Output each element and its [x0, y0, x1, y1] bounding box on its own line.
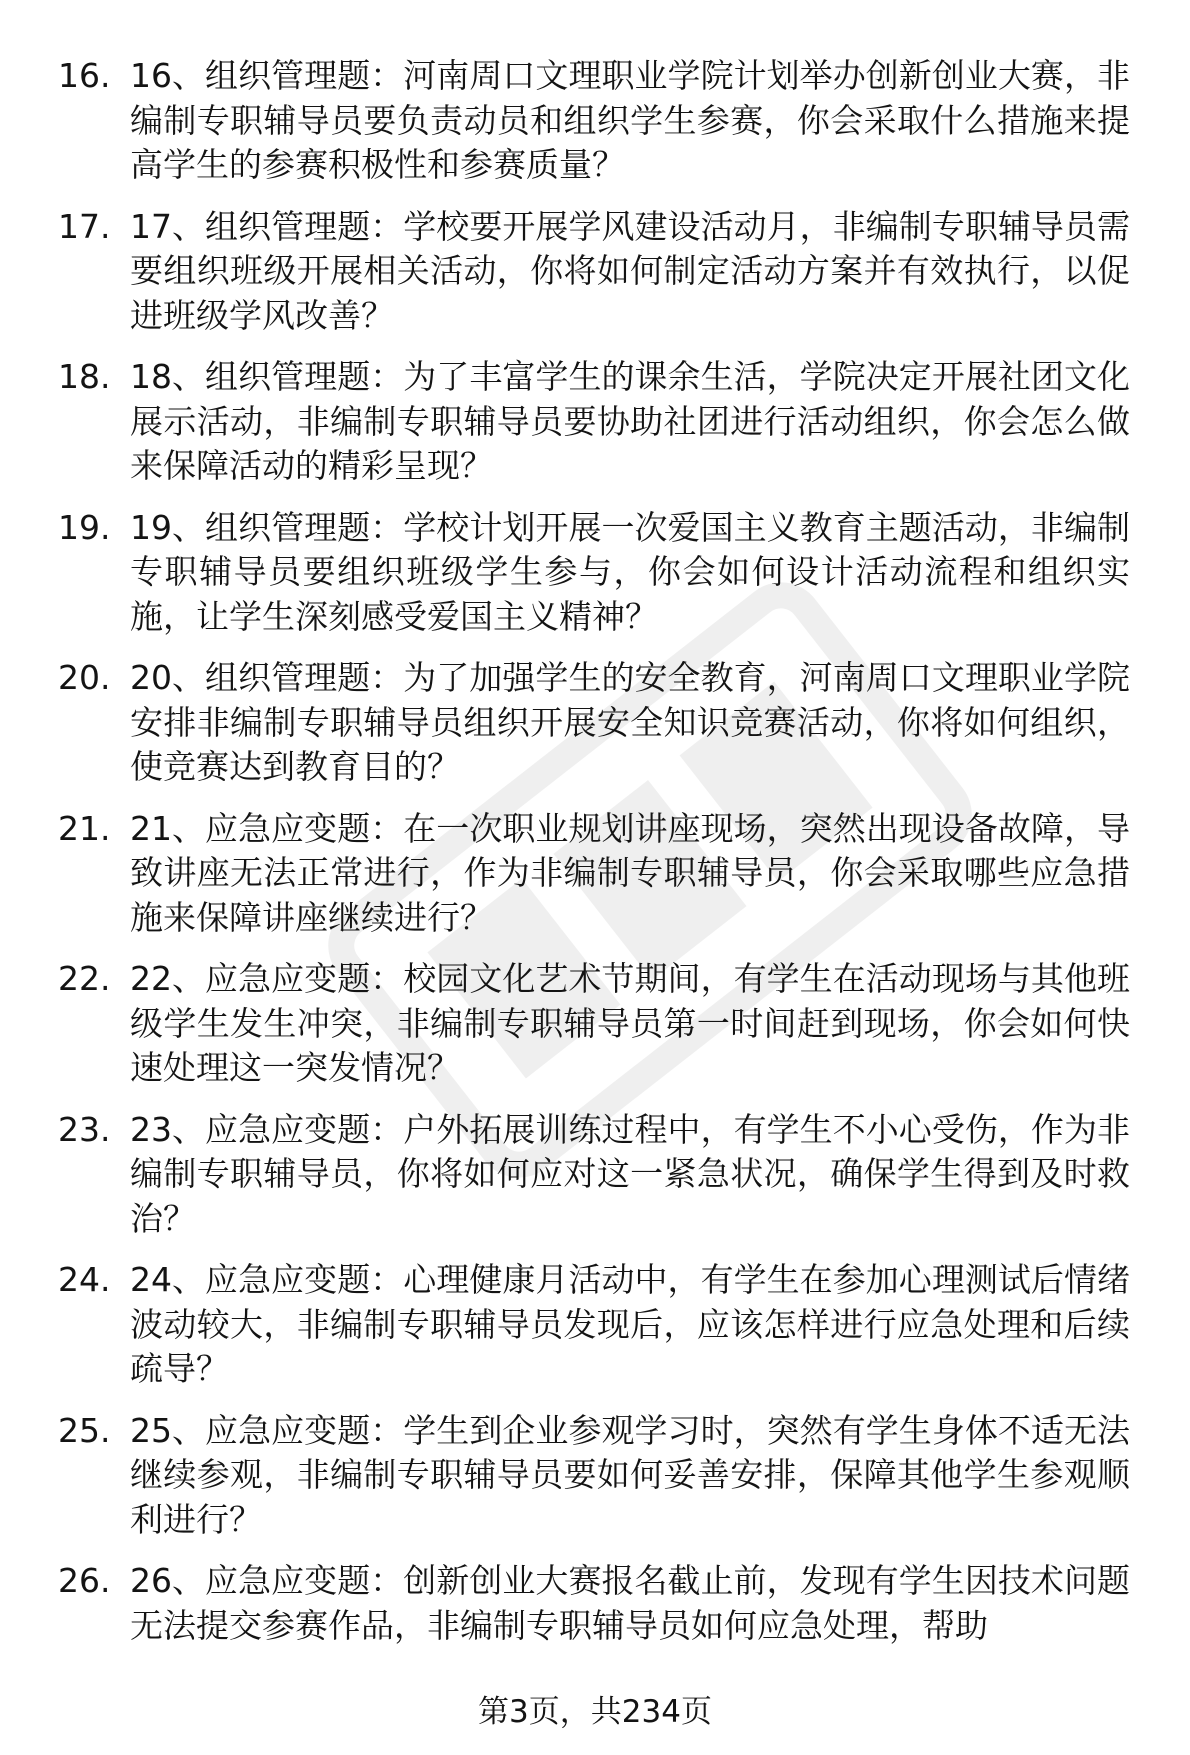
list-item — [58, 1559, 1158, 1648]
question-text: 21、应急应变题：在一次职业规划讲座现场，突然出现设备故障，导致讲座无法正常进行，作为非编制专职辅导员，你会采取哪些应急措施来保障讲座继续进行？ — [130, 808, 1130, 937]
question-number: 17. — [58, 206, 111, 246]
question-text: 25、应急应变题：学生到企业参观学习时，突然有学生身体不适无法继续参观，非编制专职辅导员要如何妥善安排，保障其他学生参观顺利进行？ — [130, 1410, 1130, 1539]
question-text: 23、应急应变题：户外拓展训练过程中，有学生不小心受伤，作为非编制专职辅导员，你将如何应对这一紧急状况，确保学生得到及时救治？ — [130, 1109, 1130, 1238]
question-text: 22、应急应变题：校园文化艺术节期间，有学生在活动现场与其他班级学生发生冲突，非编制专职辅导员第一时间赶到现场，你会如何快速处理这一突发情况？ — [130, 959, 1130, 1087]
question-number: 21. — [58, 808, 111, 848]
list-item — [58, 205, 1158, 339]
list-item — [58, 506, 1158, 640]
list-item — [58, 807, 1158, 941]
question-text: 19、组织管理题：学校计划开展一次爱国主义教育主题活动，非编制专职辅导员要组织班级学生参与，你会如何设计活动流程和组织实施，让学生深刻感受爱国主义精神？ — [130, 507, 1130, 636]
question-number: 23. — [58, 1109, 111, 1149]
question-text: 20、组织管理题：为了加强学生的安全教育，河南周口文理职业学院安排非编制专职辅导员组织开展安全知识竞赛活动，你将如何组织，使竞赛达到教育目的？ — [130, 658, 1130, 786]
question-number: 26. — [58, 1561, 111, 1600]
question-text: 16、组织管理题：河南周口文理职业学院计划举办创新创业大赛，非编制专职辅导员要负责动员和组织学生参赛，你会采取什么措施来提高学生的参赛积极性和参赛质量？ — [130, 56, 1130, 184]
question-number: 18. — [58, 357, 111, 396]
question-text: 18、组织管理题：为了丰富学生的课余生活，学院决定开展社团文化展示活动，非编制专职辅导员要协助社团进行活动组织，你会怎么做来保障活动的精彩呈现？ — [130, 357, 1130, 485]
list-item — [58, 54, 1158, 188]
list-item — [58, 1108, 1158, 1242]
list-item — [58, 355, 1158, 489]
question-number: 20. — [58, 658, 111, 697]
question-text: 26、应急应变题：创新创业大赛报名截止前，发现有学生因技术问题无法提交参赛作品，非编制专职辅导员如何应急处理，帮助 — [130, 1561, 1130, 1645]
list-item — [58, 656, 1158, 790]
question-text: 24、应急应变题：心理健康月活动中，有学生在参加心理测试后情绪波动较大，非编制专职辅导员发现后，应该怎样进行应急处理和后续疏导？ — [130, 1260, 1130, 1388]
question-text: 17、组织管理题：学校要开展学风建设活动月，非编制专职辅导员需要组织班级开展相关活动，你将如何制定活动方案并有效执行，以促进班级学风改善？ — [130, 206, 1130, 335]
question-number: 25. — [58, 1410, 111, 1450]
question-number: 22. — [58, 959, 111, 998]
question-list — [58, 54, 1158, 1665]
question-number: 19. — [58, 507, 111, 547]
list-item — [58, 1258, 1158, 1392]
question-number: 16. — [58, 56, 111, 95]
list-item — [58, 957, 1158, 1091]
page-number-footer: 第3页，共234页 — [478, 1694, 712, 1730]
list-item — [58, 1409, 1158, 1543]
question-number: 24. — [58, 1260, 111, 1299]
